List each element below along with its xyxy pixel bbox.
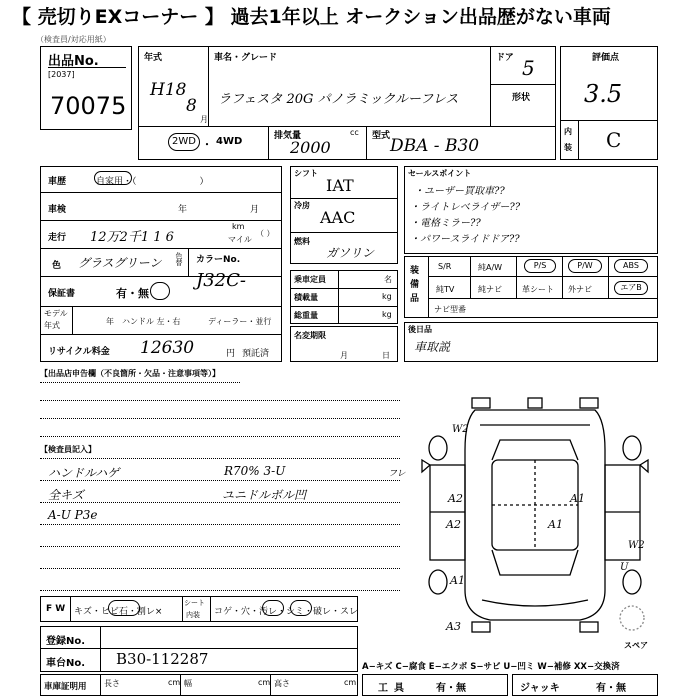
inspector-left-2: 全キズ xyxy=(48,488,84,502)
tools-value: 有・無 xyxy=(436,683,466,694)
equip-pw-circle xyxy=(568,259,602,273)
equip-airbag-circle xyxy=(614,281,648,295)
page-banner: 【 売切りEXコーナー 】 過去1年以上 オークション出品歴がない車両 xyxy=(12,6,611,28)
drive-2wd: 2WD xyxy=(172,136,196,147)
vehicle-cert-width-unit: cm xyxy=(258,678,271,687)
load-label: 積載量 xyxy=(294,293,318,302)
interior-value: C xyxy=(606,128,622,152)
interior-label-bottom: 装 xyxy=(564,143,572,152)
fw-circle-hibiishi xyxy=(108,600,140,616)
reg-deadline-label: 名変期限 xyxy=(294,331,326,340)
header-note: （検査員/対応用紙） xyxy=(36,35,111,44)
diagram-mark-a2-2: A2 xyxy=(446,518,461,531)
displacement-value: 2000 xyxy=(290,138,331,157)
vehicle-cert-height-unit: cm xyxy=(344,678,357,687)
diagram-mark-fure: フレ xyxy=(388,469,406,479)
vehicle-cert-length-unit: cm xyxy=(168,678,181,687)
model-year-row-handle: ハンドル 左・右 xyxy=(122,317,181,326)
capacity-label: 乗車定員 xyxy=(294,275,326,284)
damage-legend: A−キズ C−腐食 E−エクボ S−サビ U−凹ミ W−補修 XX−交換済 xyxy=(362,662,620,672)
model-year-row-dealer: ディーラー・並行 xyxy=(208,317,272,326)
model-type-value: DBA - B30 xyxy=(390,136,480,156)
equipment-label: 装備品 xyxy=(410,266,420,304)
car-name-value: ラフェスタ 20G パノラミックルーフレス xyxy=(218,92,459,107)
model-year-row-year: 年 xyxy=(106,317,114,326)
equip-abs: ABS xyxy=(623,261,639,270)
jack-label: ジャッキ xyxy=(520,683,560,694)
seat-circle-yogore xyxy=(262,600,284,616)
history-options: 自家用・（ ） xyxy=(96,177,209,187)
equip-ext-navi: 外ナビ xyxy=(568,285,592,294)
equip-sr: S/R xyxy=(438,262,452,271)
inspector-right-2: ユニドルボル凹 xyxy=(222,488,307,502)
diagram-mark-w2-right: W2 xyxy=(628,540,645,551)
model-year-month: 8 xyxy=(186,96,197,116)
history-selected-circle xyxy=(94,171,132,185)
lot-small-code: [2037] xyxy=(48,70,75,79)
seat-label-top: シート xyxy=(184,599,205,607)
warranty-label: 保証書 xyxy=(48,289,76,299)
reg-deadline-day: 日 xyxy=(382,351,390,360)
drive-4wd: 4WD xyxy=(216,136,243,147)
diagram-mark-a1-3: A1 xyxy=(450,574,465,587)
shape-label: 形状 xyxy=(512,93,531,103)
mileage-value: 12万2千1 1 6 xyxy=(90,230,174,245)
history-label: 車歴 xyxy=(48,177,67,187)
shift-value: IAT xyxy=(326,176,354,195)
weight-unit: kg xyxy=(382,310,392,319)
car-damage-diagram xyxy=(400,390,670,640)
warranty-selected-circle xyxy=(150,282,170,300)
vehicle-cert-length: 長さ xyxy=(104,679,120,688)
registration-label: 登録No. xyxy=(46,636,86,647)
drive-dot: ・ xyxy=(202,140,212,151)
diagram-mark-a1-2: A1 xyxy=(548,518,563,531)
recycle-deposit: 預託済 xyxy=(242,349,270,359)
fw-options: キズ・ヒビ石・割レ× xyxy=(74,607,163,617)
recycle-value: 12630 xyxy=(140,338,195,358)
equip-navi: 純ナビ xyxy=(478,285,502,294)
tools-label: 工具 xyxy=(378,683,410,694)
score-value: 3.5 xyxy=(584,80,623,108)
color-code-label: カラーNo. xyxy=(196,255,241,265)
displacement-unit: cc xyxy=(350,128,359,137)
ac-label: 冷房 xyxy=(294,201,310,210)
jack-value: 有・無 xyxy=(596,683,626,694)
equip-navi-model: ナビ型番 xyxy=(434,305,466,314)
inspector-right-1: R70% 3-U xyxy=(224,464,286,478)
model-year-label: 年式 xyxy=(144,53,163,63)
diagram-mark-a1-1: A1 xyxy=(570,492,585,505)
load-unit: kg xyxy=(382,292,392,301)
model-year-row-label1: モデル xyxy=(44,309,68,318)
spare-label: スペア xyxy=(624,641,648,650)
fw-label: F W xyxy=(46,604,66,614)
vehicle-cert-label: 車庫証明用 xyxy=(44,682,87,692)
equip-alloy: 純A/W xyxy=(478,263,503,272)
chassis-label: 車台No. xyxy=(46,658,86,669)
equip-abs-circle xyxy=(614,259,648,273)
sales-point-1: ・ユーザー買取車?? xyxy=(414,186,505,197)
inspector-left-3: A-U P3e xyxy=(48,508,98,522)
equip-tv: 純TV xyxy=(436,285,455,294)
lot-number: 70075 xyxy=(50,92,127,120)
inspector-label: 【検査員記入】 xyxy=(40,445,96,454)
sales-point-2: ・ライトレベライザー?? xyxy=(410,202,521,213)
equip-leather: 革シート xyxy=(522,285,554,294)
drive-2wd-circle xyxy=(168,133,200,151)
seller-note-label: 【出品店申告欄（不良箇所・欠品・注意事項等）】 xyxy=(40,369,220,378)
score-label: 評価点 xyxy=(592,53,620,63)
model-type-label: 型式 xyxy=(372,131,391,141)
color-change: 色替 xyxy=(175,252,183,266)
aftermarket-value: 車取説 xyxy=(414,340,451,354)
car-name-label: 車名・グレード xyxy=(214,53,278,63)
chassis-value: B30-112287 xyxy=(116,650,209,668)
vehicle-cert-width: 幅 xyxy=(184,679,192,688)
seat-label-bottom: 内装 xyxy=(186,611,200,619)
interior-label-top: 内 xyxy=(564,127,572,136)
vehicle-cert-box xyxy=(40,674,358,696)
recycle-label: リサイクル料金 xyxy=(48,347,110,357)
mileage-unit-km: km xyxy=(232,222,245,231)
inspection-month: 月 xyxy=(250,205,260,215)
equip-pw: P/W xyxy=(577,261,593,270)
reg-deadline-month: 月 xyxy=(340,351,348,360)
displacement-label: 排気量 xyxy=(274,131,302,141)
ac-value: AAC xyxy=(320,208,356,227)
diagram-mark-u: U xyxy=(620,562,629,573)
fuel-value: ガソリン xyxy=(326,246,375,260)
diagram-mark-a3: A3 xyxy=(446,620,461,633)
color-code-value: J32C- xyxy=(196,270,246,291)
recycle-unit: 円 xyxy=(226,349,236,359)
equip-ps: P/S xyxy=(533,261,547,270)
sales-points-label: セールスポイント xyxy=(408,169,472,178)
fuel-label: 燃料 xyxy=(294,237,310,246)
inspection-label: 車検 xyxy=(48,205,67,215)
mileage-label: 走行 xyxy=(48,233,67,243)
color-label: 色 xyxy=(52,261,62,271)
color-value: グラスグリーン xyxy=(78,256,162,270)
equip-airbag: エアB xyxy=(620,283,642,292)
inspection-year: 年 xyxy=(178,205,188,215)
aftermarket-label: 後日品 xyxy=(408,325,432,334)
doors-label: ドア xyxy=(496,53,514,63)
seat-circle-shimi xyxy=(290,600,312,616)
mileage-paren: （ ） xyxy=(256,229,275,238)
equip-ps-circle xyxy=(524,259,556,273)
warranty-value: 有・無 xyxy=(116,287,149,300)
shift-label: シフト xyxy=(294,169,318,178)
capacity-unit: 名 xyxy=(384,275,392,284)
diagram-mark-a2-1: A2 xyxy=(448,492,463,505)
doors-value: 5 xyxy=(522,56,535,80)
inspector-left-1: ハンドルハゲ xyxy=(48,466,120,480)
model-year-value: H18 xyxy=(150,80,187,100)
sales-point-4: ・パワースライドドア?? xyxy=(410,234,520,245)
mileage-unit-mile: マイル xyxy=(228,235,252,244)
seat-options: コゲ・穴・汚レ・シミ・破レ・スレ xyxy=(214,607,359,617)
model-year-month-unit: 月 xyxy=(200,115,208,124)
sales-point-3: ・電格ミラー?? xyxy=(410,218,481,229)
model-year-row-label2: 年式 xyxy=(44,321,60,330)
vehicle-cert-height: 高さ xyxy=(274,679,290,688)
weight-label: 総重量 xyxy=(294,311,318,320)
diagram-mark-w2-top: W2 xyxy=(452,424,469,435)
lot-label: 出品No. xyxy=(48,54,99,69)
